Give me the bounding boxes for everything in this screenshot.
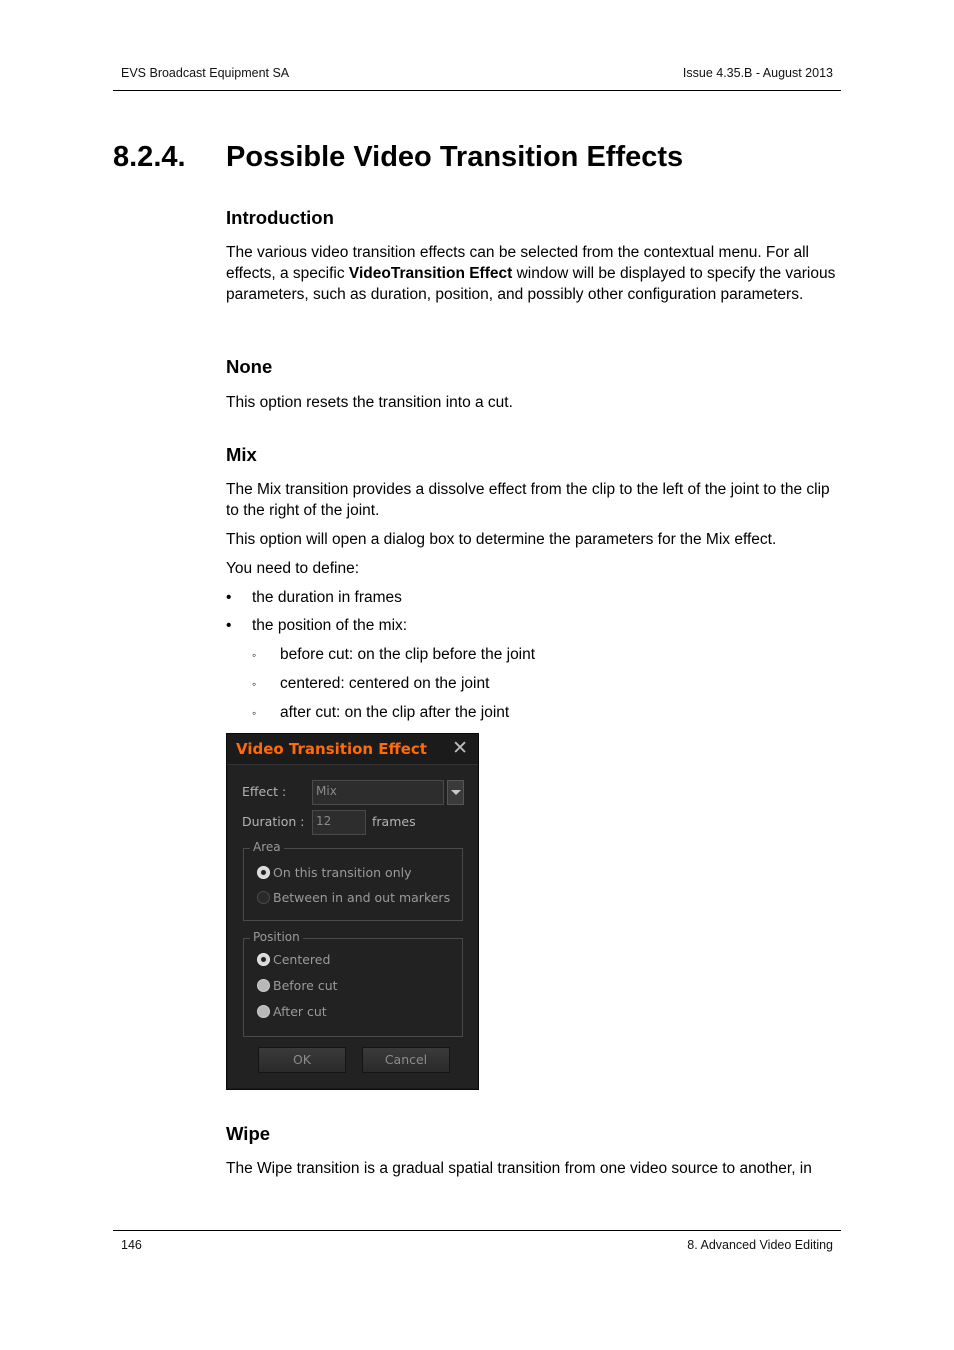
radio-unselected-icon bbox=[257, 891, 270, 904]
video-transition-dialog bbox=[226, 733, 479, 1090]
footer-chapter: 8. Advanced Video Editing bbox=[687, 1238, 833, 1252]
radio-label: Centered bbox=[273, 952, 331, 967]
dialog-body bbox=[228, 765, 477, 1088]
radio-label: Before cut bbox=[273, 978, 338, 993]
heading-introduction: Introduction bbox=[226, 207, 334, 228]
radio-unselected-icon bbox=[257, 1005, 270, 1018]
heading-wipe: Wipe bbox=[226, 1123, 271, 1144]
position-caption: Position bbox=[250, 930, 303, 944]
heading-mix: Mix bbox=[226, 444, 257, 465]
intro-text-2: window will be displayed to specify the various parameters, such as duration, position, and possibly other configuration parameters. bbox=[226, 264, 836, 303]
page-number: 146 bbox=[121, 1238, 142, 1252]
position-group bbox=[243, 930, 463, 1037]
close-icon[interactable]: ✕ bbox=[452, 737, 468, 759]
introduction-paragraph bbox=[226, 243, 836, 305]
header-company: EVS Broadcast Equipment SA bbox=[121, 66, 290, 80]
sub-bullet-mark: ◦ bbox=[252, 706, 257, 720]
bullet-mark: • bbox=[226, 589, 232, 606]
section-title: Possible Video Transition Effects bbox=[226, 141, 684, 173]
radio-selected-icon bbox=[257, 866, 270, 879]
sub-bullet-text: before cut: on the clip before the joint bbox=[280, 646, 536, 663]
radio-label: On this transition only bbox=[273, 865, 412, 880]
mix-paragraph-1: The Mix transition provides a dissolve effect from the clip to the left of the joint to the clip to the right of the joint. bbox=[226, 481, 830, 519]
chevron-down-icon[interactable] bbox=[447, 780, 464, 805]
duration-label: Duration : bbox=[242, 814, 305, 829]
section-number: 8.2.4. bbox=[113, 141, 186, 173]
duration-unit: frames bbox=[372, 814, 416, 829]
radio-label: After cut bbox=[273, 1004, 327, 1019]
cancel-button[interactable]: Cancel bbox=[362, 1047, 450, 1073]
mix-paragraph-3: You need to define: bbox=[226, 560, 360, 577]
wipe-paragraph: The Wipe transition is a gradual spatial transition from one video source to another, in bbox=[226, 1160, 812, 1177]
sub-bullet-mark: ◦ bbox=[252, 677, 257, 691]
intro-text-1: The various video transition effects can be selected from the contextual menu. For all effects, a specific bbox=[226, 244, 809, 282]
effect-label: Effect : bbox=[242, 784, 287, 799]
radio-label: Between in and out markers bbox=[273, 890, 451, 905]
bullet-text: the position of the mix: bbox=[252, 617, 408, 634]
bullet-mark: • bbox=[226, 617, 232, 634]
sub-bullet-text: centered: centered on the joint bbox=[280, 675, 490, 692]
intro-bold-term: VideoTransition Effect bbox=[348, 264, 513, 282]
duration-field[interactable]: 12 bbox=[312, 810, 366, 835]
ok-button[interactable]: OK bbox=[258, 1047, 346, 1073]
area-group bbox=[243, 840, 463, 921]
sub-bullet-mark: ◦ bbox=[252, 648, 257, 662]
footer-rule bbox=[113, 1230, 841, 1231]
header-rule bbox=[113, 90, 841, 91]
sub-bullet-text: after cut: on the clip after the joint bbox=[280, 704, 510, 721]
area-caption: Area bbox=[250, 840, 284, 854]
radio-selected-icon bbox=[257, 953, 270, 966]
mix-paragraph-2: This option will open a dialog box to determine the parameters for the Mix effect. bbox=[226, 531, 777, 548]
heading-none: None bbox=[226, 356, 273, 377]
bullet-text: the duration in frames bbox=[252, 589, 402, 606]
none-paragraph: This option resets the transition into a cut. bbox=[226, 394, 513, 411]
radio-unselected-icon bbox=[257, 979, 270, 992]
effect-select[interactable]: Mix bbox=[312, 780, 444, 805]
header-issue: Issue 4.35.B - August 2013 bbox=[682, 66, 833, 80]
dialog-title: Video Transition Effect bbox=[236, 740, 427, 758]
